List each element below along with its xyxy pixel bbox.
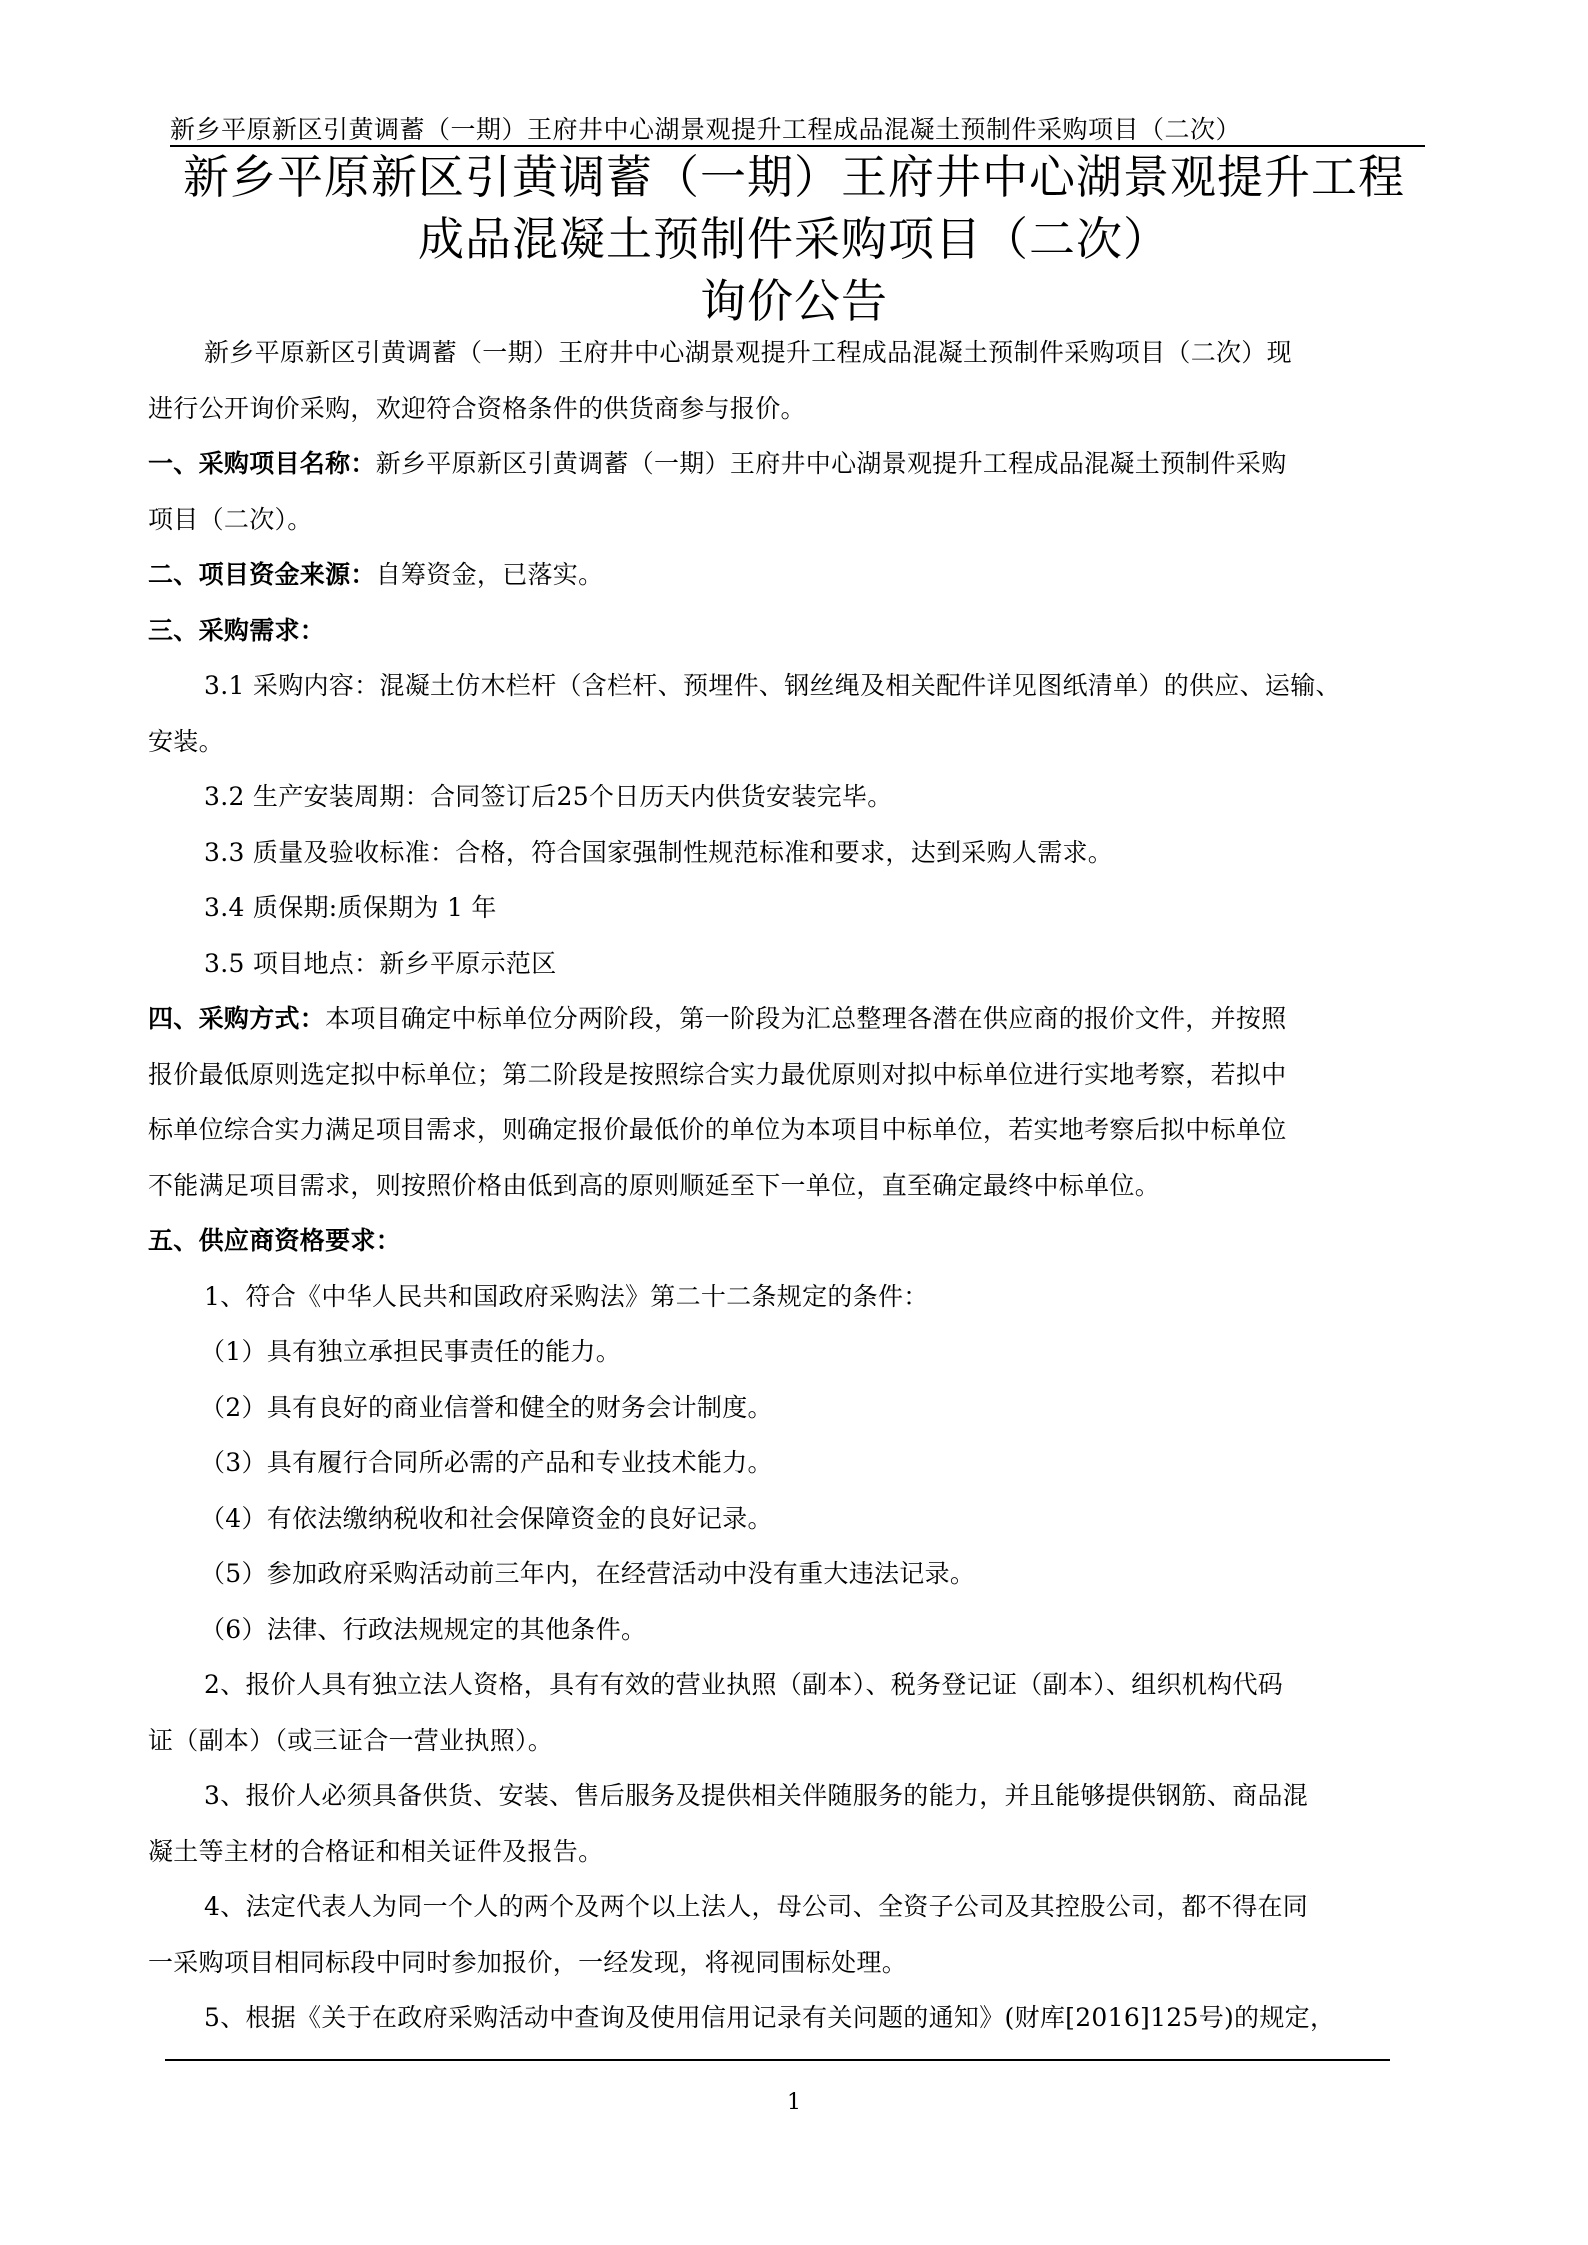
section-1-line-1 [148,436,1448,492]
section-5-sub-1: （1）具有独立承担民事责任的能力。 [200,1337,622,1366]
section-2-label: 二、项目资金来源： [148,560,376,589]
section-3-item-1-line-1: 3.1 采购内容：混凝土仿木栏杆（含栏杆、预埋件、钢丝绳及相关配件详见图纸清单）的供应、运输、 [204,671,1341,700]
section-4-line-3: 标单位综合实力满足项目需求，则确定报价最低价的单位为本项目中标单位，若实地考察后拟中标单位 [148,1115,1287,1144]
section-5-heading: 五、供应商资格要求： [148,1226,402,1255]
section-2-line [148,547,1448,603]
section-5-requirement-4-line-2: 一采购项目相同标段中同时参加报价，一经发现，将视同围标处理。 [148,1947,908,1977]
section-3-item-5: 3.5 项目地点：新乡平原示范区 [204,948,557,978]
section-5-sub-3: （3）具有履行合同所必需的产品和专业技术能力。 [200,1448,773,1477]
section-4-line-1 [148,991,1448,1047]
section-5-requirement-4-line-1: 4、法定代表人为同一个人的两个及两个以上法人，母公司、全资子公司及其控股公司，都不得在同 [204,1892,1309,1921]
section-4-text: 本项目确定中标单位分两阶段，第一阶段为汇总整理各潜在供应商的报价文件，并按照 [325,1004,1287,1033]
section-4-line-4: 不能满足项目需求，则按照价格由低到高的原则顺延至下一单位，直至确定最终中标单位。 [148,1170,1161,1200]
section-5-sub-2: （2）具有良好的商业信誉和健全的财务会计制度。 [200,1392,773,1422]
running-header: 新乡平原新区引黄调蓄（一期）王府井中心湖景观提升工程成品混凝土预制件采购项目（二次） [170,115,1242,144]
document-title-line-2: 成品混凝土预制件采购项目（二次） [418,212,1170,266]
section-4-line-2: 报价最低原则选定拟中标单位；第二阶段是按照综合实力最优原则对拟中标单位进行实地考察，若拟中 [148,1059,1287,1089]
section-3-item-4: 3.4 质保期:质保期为 1 年 [204,893,497,922]
section-3-item-1-line-2: 安装。 [148,726,224,756]
intro-line-1: 新乡平原新区引黄调蓄（一期）王府井中心湖景观提升工程成品混凝土预制件采购项目（二次）现 [204,338,1292,367]
section-3-item-2: 3.2 生产安装周期：合同签订后25个日历天内供货安装完毕。 [204,782,893,811]
section-5-sub-4: （4）有依法缴纳税收和社会保障资金的良好记录。 [200,1503,773,1533]
section-3-item-3: 3.3 质量及验收标准：合格，符合国家强制性规范标准和要求，达到采购人需求。 [204,837,1114,867]
section-5-sub-6: （6）法律、行政法规规定的其他条件。 [200,1614,647,1644]
document-title-line-1: 新乡平原新区引黄调蓄（一期）王府井中心湖景观提升工程 [183,150,1405,204]
section-5-requirement-1: 1、符合《中华人民共和国政府采购法》第二十二条规定的条件： [204,1281,929,1311]
section-5-requirement-3-line-2: 凝土等主材的合格证和相关证件及报告。 [148,1836,604,1866]
section-4-label: 四、采购方式： [148,1004,326,1033]
section-1-line-2: 项目（二次）。 [148,504,313,534]
section-3-heading: 三、采购需求： [148,615,326,645]
section-2-text: 自筹资金，已落实。 [375,560,604,589]
document-title-line-3: 询价公告 [700,274,888,328]
footer-rule [165,2059,1390,2061]
section-5-requirement-3-line-1: 3、报价人必须具备供货、安装、售后服务及提供相关伴随服务的能力，并且能够提供钢筋、商品混 [204,1781,1309,1810]
section-1-label: 一、采购项目名称： [148,449,376,478]
document-body [148,325,1448,2046]
section-5-sub-5: （5）参加政府采购活动前三年内，在经营活动中没有重大违法记录。 [200,1559,976,1588]
intro-line-2: 进行公开询价采购，欢迎符合资格条件的供货商参与报价。 [148,393,806,423]
page-number: 1 [787,2090,801,2115]
section-5-requirement-5-line-1: 5、根据《关于在政府采购活动中查询及使用信用记录有关问题的通知》(财库[2016]125号)的规定， [204,2003,1336,2032]
section-5-requirement-2-line-2: 证（副本）（或三证合一营业执照）。 [148,1725,554,1755]
section-1-text: 新乡平原新区引黄调蓄（一期）王府井中心湖景观提升工程成品混凝土预制件采购 [375,449,1287,478]
section-5-requirement-2-line-1: 2、报价人具有独立法人资格，具有有效的营业执照（副本）、税务登记证（副本）、组织机构代码 [204,1670,1284,1699]
